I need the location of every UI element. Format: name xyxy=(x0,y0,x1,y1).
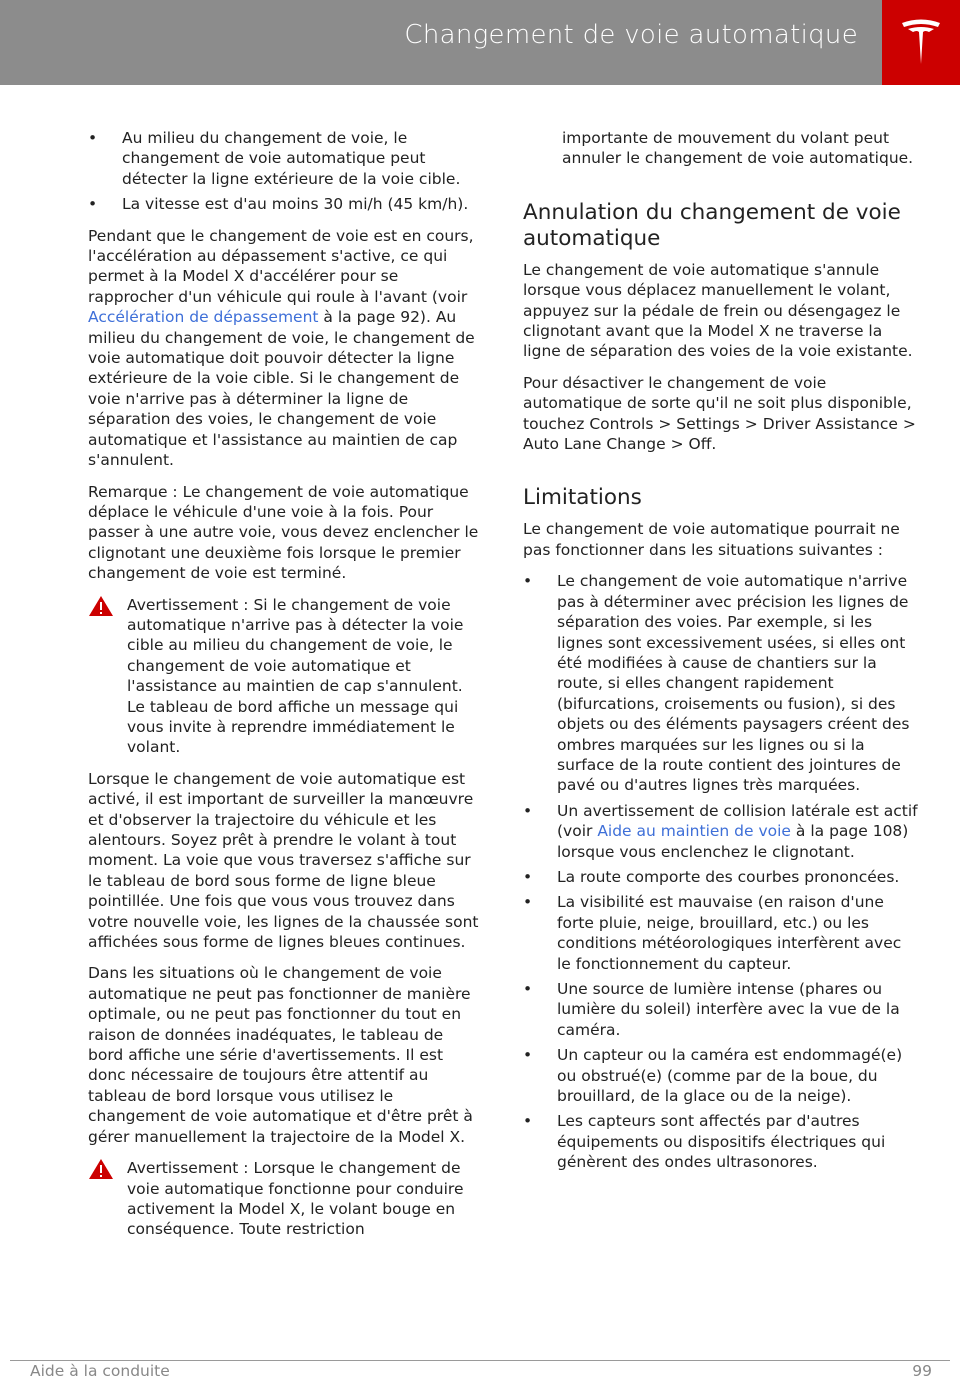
limitations-list xyxy=(523,571,920,1172)
list-item: • Un avertissement de collision latérale est actif (voir Aide au maintien de voie à la page 108) lorsque vous enclenchez le clignotant. xyxy=(523,801,920,862)
list-item: • Les capteurs sont affectés par d'autres équipements ou dispositifs électriques qui génèrent des ondes ultrasonores. xyxy=(523,1111,920,1172)
link-lane-assist[interactable]: Aide au maintien de voie xyxy=(597,822,791,841)
right-column xyxy=(523,128,920,1184)
warning-block xyxy=(88,595,482,758)
brand-logo xyxy=(882,0,960,85)
list-item: • Au milieu du changement de voie, le changement de voie automatique peut détecter la ligne extérieure de la voie cible. xyxy=(88,128,482,189)
paragraph-cancel: Le changement de voie automatique s'annule lorsque vous déplacez manuellement le volant, appuyez sur la pédale de frein ou désengagez le clignotant avant que la Model X ne traverse la ligne de séparation des voies de la voie existante. xyxy=(523,260,913,361)
warning-text: Avertissement : Lorsque le changement de voie automatique fonctionne pour conduire activement la Model X, le volant bouge en conséquence. Toute restriction xyxy=(127,1159,464,1239)
left-column xyxy=(88,128,482,1251)
footer-section: Aide à la conduite xyxy=(30,1362,170,1380)
list-item: • Un capteur ou la caméra est endommagé(e) ou obstrué(e) (comme par de la boue, du brouillard, de la glace ou de la neige). xyxy=(523,1045,920,1106)
warning-block xyxy=(88,1158,482,1240)
list-item: • La vitesse est d'au moins 30 mi/h (45 km/h). xyxy=(88,194,482,214)
section-heading-limitations: Limitations xyxy=(523,485,642,511)
paragraph-warnings: Dans les situations où le changement de voie automatique ne peut pas fonctionner de manière optimale, ou ne peut pas fonctionner du tout en raison de données inadéquates, le tableau de bord affiche une série d'avertissements. Il est donc nécessaire de toujours être attentif au tableau de bord lorsque vous utilisez le changement de voie automatique et d'être prêt à gérer manuellement la trajectoire de la Model X. xyxy=(88,964,473,1146)
warning-text: Avertissement : Si le changement de voie automatique n'arrive pas à détecter la voie cible au milieu du changement de voie, le changement de voie automatique et l'assistance au maintien de cap s'annulent. Le tableau de bord affiche un message qui vous invite à reprendre immédiatement le volant. xyxy=(127,595,464,757)
section-heading-cancel: Annulation du changement de voie automatique xyxy=(523,199,901,251)
list-item: • La route comporte des courbes prononcées. xyxy=(523,867,920,887)
paragraph-overtake: Pendant que le changement de voie est en cours, l'accélération au dépassement s'active, ce qui permet à la Model X d'accélérer pour se rapprocher d'un véhicule qui roule à l'avant (voir Accélération de dépassement à la page 92). Au milieu du changement de voie, le changement de voie automatique doit pouvoir détecter la ligne extérieure de la voie cible. Si le changement de voie n'arrive pas à déterminer la ligne de séparation des voies, le changement de voie automatique et l'assistance au maintien de cap s'annulent. xyxy=(88,226,475,470)
warning-icon xyxy=(88,1158,114,1180)
condition-list xyxy=(88,128,482,215)
page-title: Changement de voie automatique xyxy=(404,20,858,50)
link-overtake-acceleration[interactable]: Accélération de dépassement xyxy=(88,308,319,327)
footer-divider xyxy=(10,1360,950,1361)
list-item: • Le changement de voie automatique n'arrive pas à déterminer avec précision les lignes de séparation des voies. Par exemple, si les lignes sont excessivement usées, si elles ont été modifiées à cause de chantiers sur la route, si elles changent rapidement (bifurcations, croisements ou fusion), si des objets ou des éléments paysagers créent des ombres marquées sur les lignes ou si la surface de la route contient des jointures de pavé ou d'autres lignes très marquées. xyxy=(523,571,920,795)
list-item: • La visibilité est mauvaise (en raison d'une forte pluie, neige, brouillard, etc.) ou les conditions météorologiques interfèrent avec le fonctionnement du capteur. xyxy=(523,892,920,974)
page-number: 99 xyxy=(912,1362,932,1380)
note-paragraph: Remarque : Le changement de voie automatique déplace le véhicule d'une voie à la fois. Pour passer à une autre voie, vous devez enclencher le clignotant une deuxième fois lorsque le premier changement de voie est terminé. xyxy=(88,482,479,583)
warning-continuation: importante de mouvement du volant peut annuler le changement de voie automatique. xyxy=(562,129,914,168)
tesla-logo-icon xyxy=(899,17,943,67)
paragraph-limitations-intro: Le changement de voie automatique pourrait ne pas fonctionner dans les situations suivantes : xyxy=(523,520,900,559)
warning-icon xyxy=(88,595,114,617)
list-item: • Une source de lumière intense (phares ou lumière du soleil) interfère avec la vue de la caméra. xyxy=(523,979,920,1040)
page-header xyxy=(0,0,960,85)
paragraph-monitoring: Lorsque le changement de voie automatique est activé, il est important de surveiller la manœuvre et d'observer la trajectoire du véhicule et les alentours. Soyez prêt à prendre le volant à tout moment. La voie que vous traversez s'affiche sur le tableau de bord sous forme de ligne bleue pointillée. Une fois que vous vous trouvez dans votre nouvelle voie, les lignes de la chaussée sont affichées sous forme de lignes bleues continues. xyxy=(88,769,479,952)
paragraph-disable: Pour désactiver le changement de voie automatique de sorte qu'il ne soit plus disponible, touchez Controls > Settings > Driver Assistance > Auto Lane Change > Off. xyxy=(523,373,916,454)
